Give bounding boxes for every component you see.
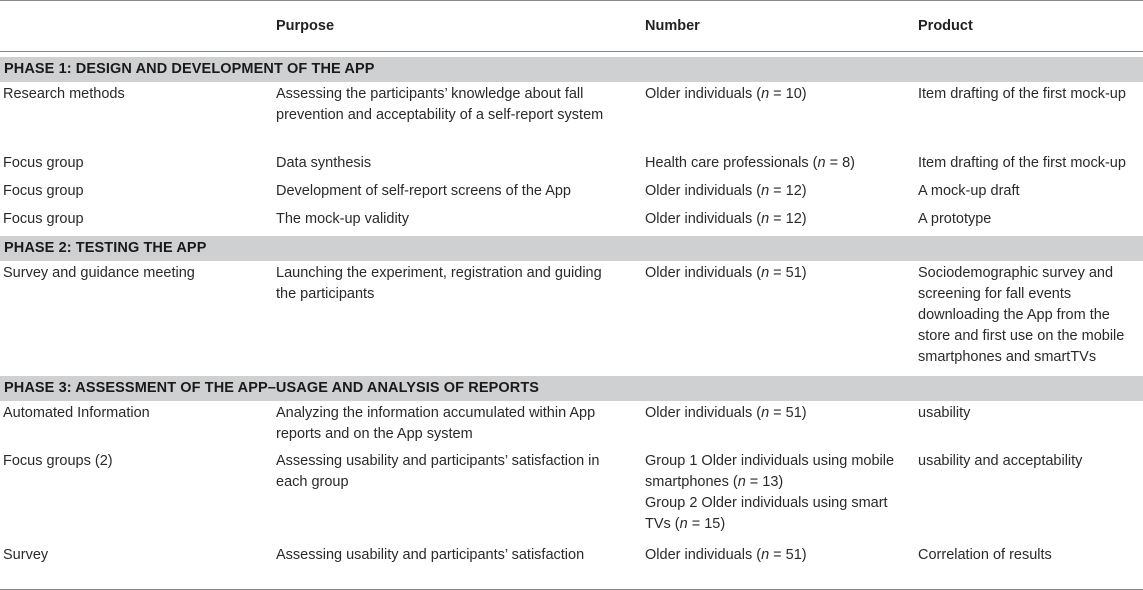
purpose-cell: Development of self-report screens of the App <box>276 183 571 199</box>
number-cell: Older individuals (n = 51) <box>645 405 807 421</box>
product-cell: usability and acceptability <box>918 453 1083 469</box>
table-row <box>0 261 1143 376</box>
product-cell: A mock-up draft <box>918 183 1020 199</box>
table-row <box>0 179 1143 207</box>
method-cell: Focus group <box>3 183 84 199</box>
method-cell: Focus group <box>3 155 84 171</box>
method-cell: Survey <box>3 547 49 563</box>
number-cell: Older individuals (n = 51) <box>645 547 807 563</box>
purpose-cell: Launching the experiment, registration and guiding the participants <box>276 265 602 302</box>
product-cell: Correlation of results <box>918 547 1052 563</box>
purpose-cell: Assessing the participants’ knowledge about fall prevention and acceptability of a self-report system <box>276 86 604 123</box>
number-cell: Older individuals (n = 10) <box>645 86 807 102</box>
method-cell: Focus groups (2) <box>3 453 113 469</box>
number-cell: Older individuals (n = 12) <box>645 183 807 199</box>
number-cell: Older individuals (n = 12) <box>645 211 807 227</box>
table-row <box>0 543 1143 590</box>
header-number: Number <box>645 17 700 34</box>
purpose-cell: Assessing usability and participants’ satisfaction in each group <box>276 453 600 490</box>
table-row <box>0 151 1143 179</box>
table-row <box>0 449 1143 543</box>
method-cell: Automated Information <box>3 405 150 421</box>
table-header-row <box>0 0 1143 52</box>
method-cell: Focus group <box>3 211 84 227</box>
table-row <box>0 82 1143 151</box>
purpose-cell: Data synthesis <box>276 155 372 171</box>
product-cell: Item drafting of the first mock-up <box>918 155 1126 171</box>
group-1-count: Group 1 Older individuals using mobile smartphones (n = 13) <box>645 453 895 490</box>
phase-2-heading: PHASE 2: TESTING THE APP <box>0 236 1143 261</box>
number-cell: Health care professionals (n = 8) <box>645 155 855 171</box>
phase-1-heading: PHASE 1: DESIGN AND DEVELOPMENT OF THE APP <box>0 57 1143 82</box>
number-cell <box>644 451 917 543</box>
header-product: Product <box>918 17 973 34</box>
product-cell: A prototype <box>918 211 992 227</box>
table-row <box>0 401 1143 449</box>
method-cell: Research methods <box>3 86 125 102</box>
table-row <box>0 207 1143 236</box>
product-cell: Item drafting of the first mock-up <box>918 86 1126 102</box>
purpose-cell: The mock-up validity <box>276 211 409 227</box>
phase-3-heading: PHASE 3: ASSESSMENT OF THE APP–USAGE AND ANALYSIS OF REPORTS <box>0 376 1143 401</box>
method-cell: Survey and guidance meeting <box>3 265 195 281</box>
number-cell: Older individuals (n = 51) <box>645 265 807 281</box>
purpose-cell: Assessing usability and participants’ satisfaction <box>276 547 585 563</box>
header-purpose: Purpose <box>276 17 335 34</box>
product-cell: Sociodemographic survey and screening for fall events downloading the App from the store and first use on the mobile smartphones and smartTVs <box>918 265 1125 365</box>
group-2-count: Group 2 Older individuals using smart TVs (n = 15) <box>645 495 888 532</box>
product-cell: usability <box>918 405 971 421</box>
purpose-cell: Analyzing the information accumulated within App reports and on the App system <box>276 405 596 442</box>
